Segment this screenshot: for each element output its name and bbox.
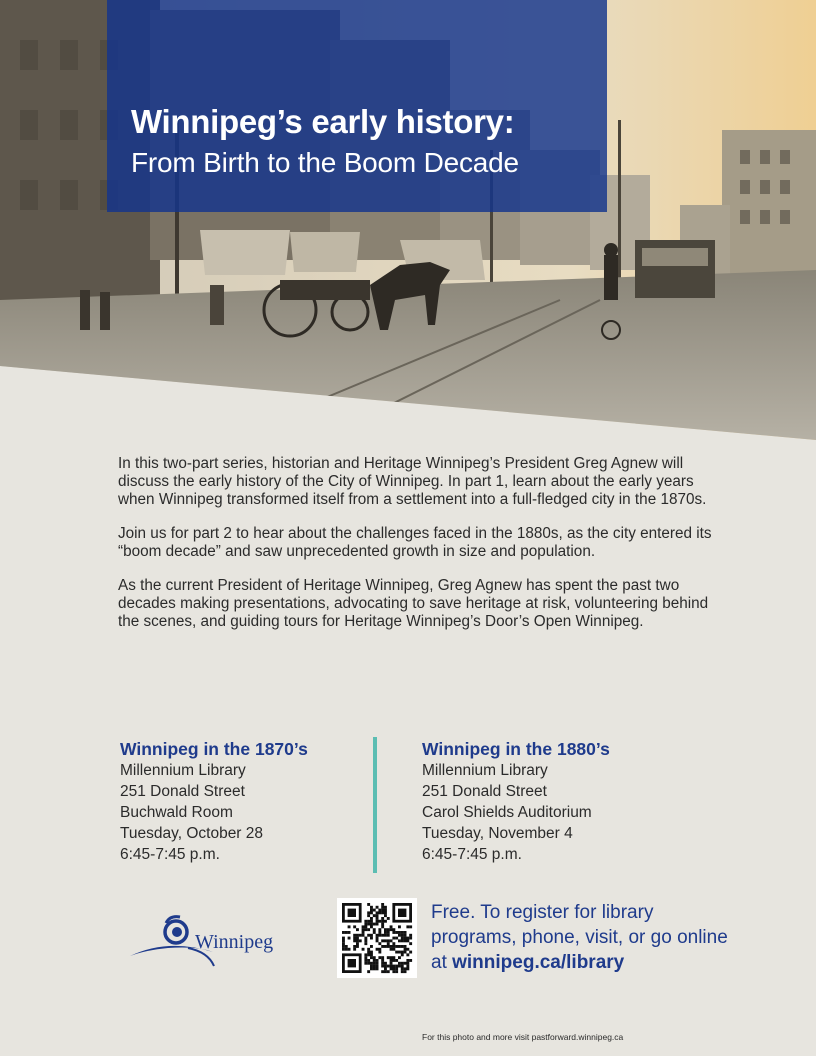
logo-text: Winnipeg xyxy=(195,931,274,953)
paragraph-part2: Join us for part 2 to hear about the challenges faced in the 1880s, as the city entered its “boom decade” and saw unprecedented growth in size and population. xyxy=(118,525,712,560)
event-1870s xyxy=(120,738,380,865)
event-time: 6:45-7:45 p.m. xyxy=(120,846,220,863)
event-date: Tuesday, October 28 xyxy=(120,825,264,842)
hero-photo xyxy=(0,0,816,445)
event-room: Carol Shields Auditorium xyxy=(422,804,592,821)
paragraph-speaker: As the current President of Heritage Winnipeg, Greg Agnew has spent the past two decades making presentations, advocating to save heritage at risk, volunteering behind the scenes, and guiding tours for Heritage Winnipeg’s Door’s Open Winnipeg. xyxy=(118,577,709,630)
qr-code-icon xyxy=(337,898,417,978)
event-divider xyxy=(373,737,377,873)
event-title: Winnipeg in the 1870’s xyxy=(120,739,308,759)
event-address: 251 Donald Street xyxy=(120,783,245,800)
event-room: Buchwald Room xyxy=(120,804,233,821)
event-location: Millennium Library xyxy=(120,762,246,779)
page-title: Winnipeg’s early history: xyxy=(131,103,515,140)
event-time: 6:45-7:45 p.m. xyxy=(422,846,522,863)
title-box xyxy=(107,0,607,212)
description xyxy=(118,455,713,647)
event-address: 251 Donald Street xyxy=(422,783,547,800)
event-date: Tuesday, November 4 xyxy=(422,825,573,842)
event-title: Winnipeg in the 1880’s xyxy=(422,739,610,759)
event-location: Millennium Library xyxy=(422,762,548,779)
qr-code[interactable] xyxy=(337,898,417,978)
event-1880s xyxy=(422,738,682,865)
photo-credit: For this photo and more visit pastforward.winnipeg.ca xyxy=(422,1032,624,1042)
registration-text: Free. To register for library programs, phone, visit, or go online at xyxy=(431,902,728,973)
winnipeg-logo xyxy=(128,912,288,972)
registration-link[interactable]: winnipeg.ca/library xyxy=(452,952,625,973)
paragraph-intro: In this two-part series, historian and Heritage Winnipeg’s President Greg Agnew will discuss the early history of the City of Winnipeg. In part 1, learn about the early years when Winnipeg transformed itself from a settlement into a full-fledged city in the 1870s. xyxy=(118,455,707,508)
page-subtitle: From Birth to the Boom Decade xyxy=(131,147,519,178)
registration-info xyxy=(431,900,731,975)
